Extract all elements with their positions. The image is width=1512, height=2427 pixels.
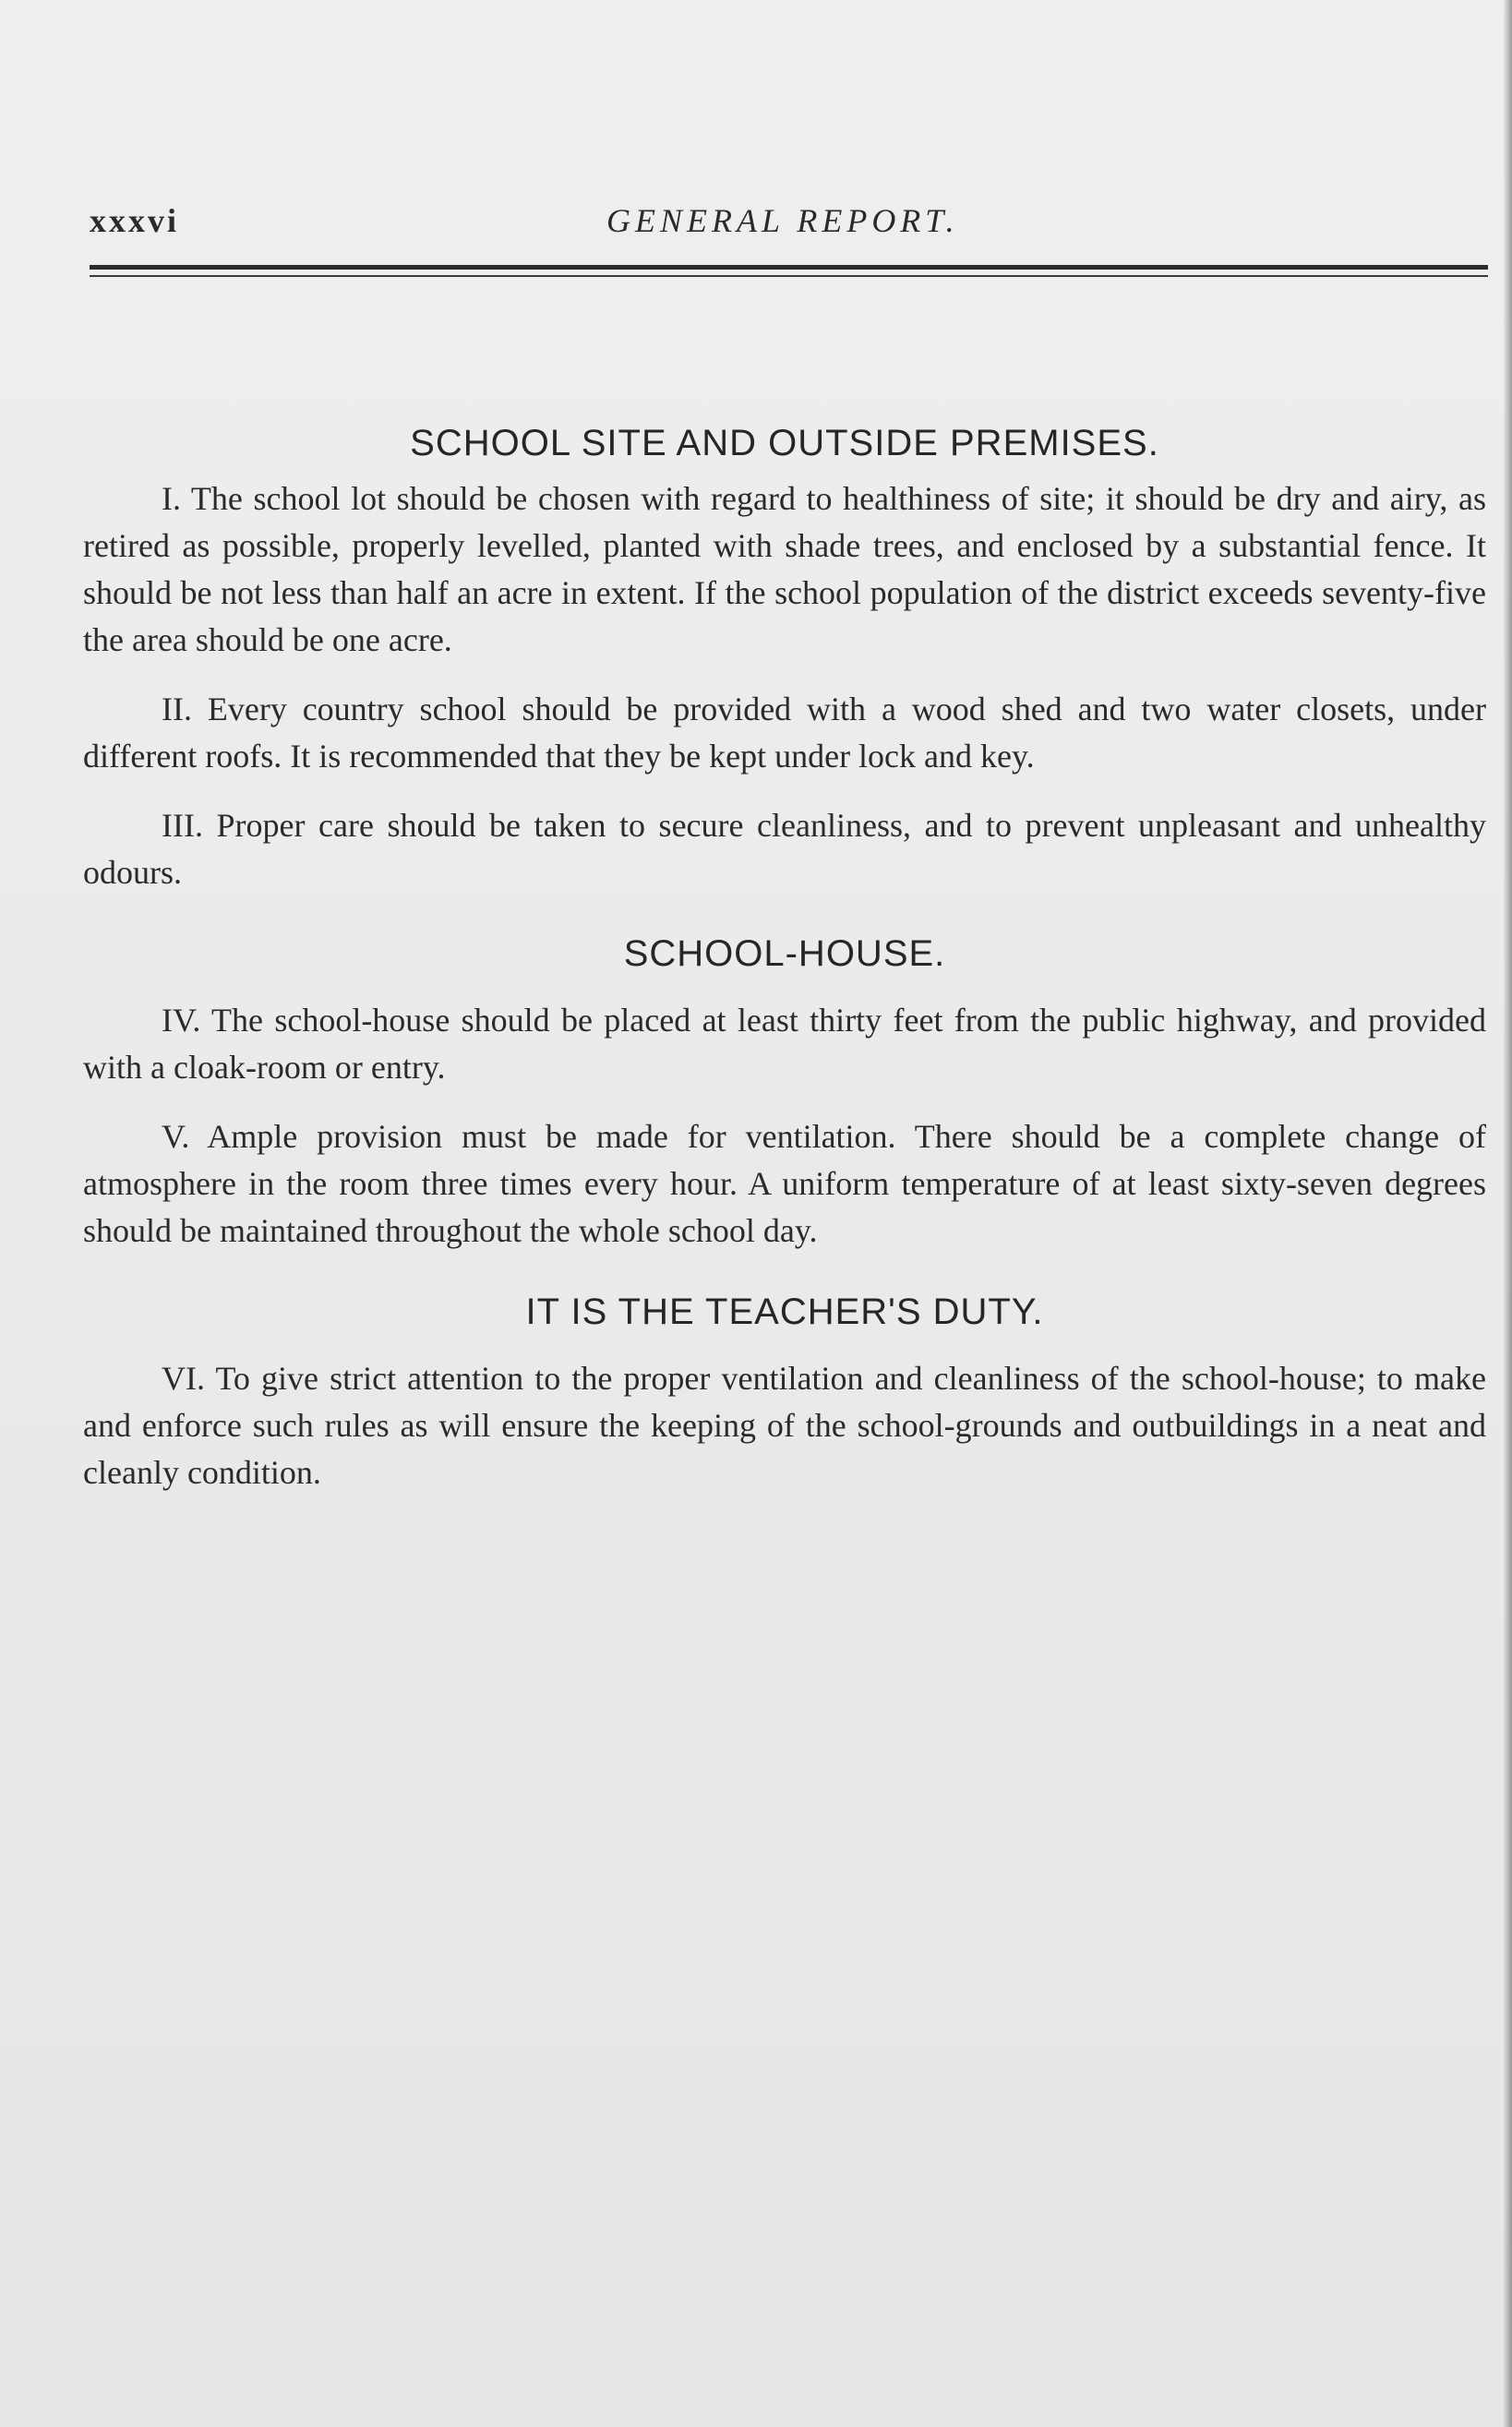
page-edge-shadow	[1503, 0, 1512, 2427]
section-heading-site: SCHOOL SITE AND OUTSIDE PREMISES.	[410, 423, 1159, 463]
header-rule-thick	[90, 265, 1488, 270]
page-header	[90, 196, 1488, 251]
section-heading-teachers-duty: IT IS THE TEACHER'S DUTY.	[525, 1292, 1044, 1332]
running-head: GENERAL REPORT.	[606, 202, 959, 239]
paragraph-v: V. Ample provision must be made for ventilation. There should be a complete change of atmosphere in the room three times every hour. A uniform temperature of at least sixty-seven degrees should be maintained throughout the whole school day.	[83, 1118, 1486, 1249]
page-number: xxxvi	[90, 202, 180, 239]
paragraph-vi: VI. To give strict attention to the proper ventilation and cleanliness of the school-house; to make and enforce such rules as will ensure the keeping of the school-grounds and outbuildings in a neat and cleanly condition.	[83, 1360, 1486, 1491]
section-heading-school-house: SCHOOL-HOUSE.	[623, 933, 946, 974]
paragraph-iii: III. Proper care should be taken to secure cleanliness, and to prevent unpleasant and unhealthy odours.	[83, 807, 1486, 891]
header-rule-thin	[90, 275, 1488, 277]
paragraph-ii: II. Every country school should be provided with a wood shed and two water closets, under different roofs. It is recommended that they be kept under lock and key.	[83, 691, 1486, 775]
paragraph-iv: IV. The school-house should be placed at least thirty feet from the public highway, and provided with a cloak-room or entry.	[83, 1002, 1486, 1086]
paragraph-i: I. The school lot should be chosen with regard to healthiness of site; it should be dry and airy, as retired as possible, properly levelled, planted with shade trees, and enclosed by a substantial fence. It should be not less than half an acre in extent. If the school population of the district exceeds seventy-five the area should be one acre.	[83, 480, 1486, 658]
page-body	[83, 423, 1486, 1519]
